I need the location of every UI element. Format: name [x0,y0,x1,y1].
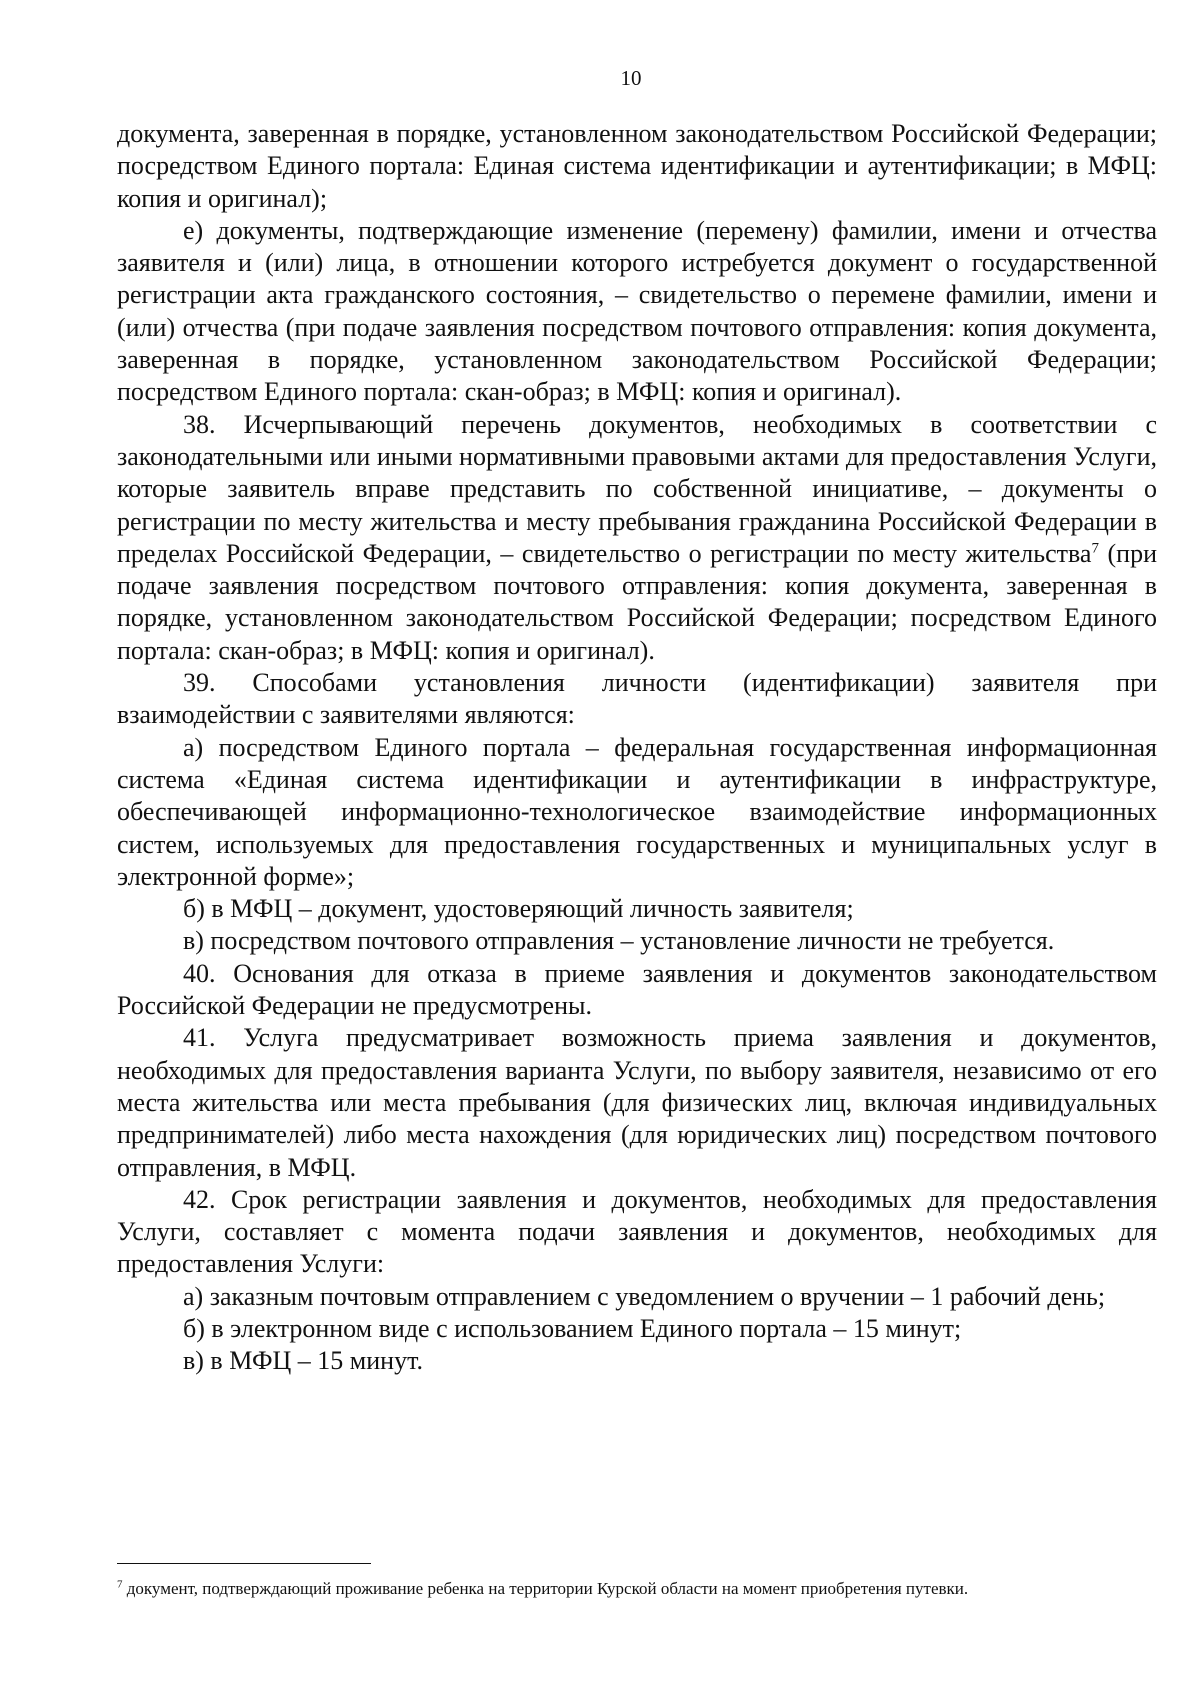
paragraph-39-item-a: а) посредством Единого портала – федеральная государственная информационная система «Единая система идентификации и аутентификации в инфраструктуре, обеспечивающей информационно-технологическое взаимодействие информационных систем, используемых для предоставления государственных и муниципальных услуг в электронной форме»; [117,732,1157,891]
footnote-text: документ, подтверждающий проживание ребенка на территории Курской области на момент приобретения путевки. [122,1579,969,1598]
paragraph-38 [117,409,1157,667]
paragraph-42-item-b: б) в электронном виде с использованием Единого портала – 15 минут; [183,1313,962,1343]
page-number: 10 [620,66,642,90]
paragraph-41: 41. Услуга предусматривает возможность приема заявления и документов, необходимых для предоставления варианта Услуги, по выбору заявителя, независимо от его места жительства или места пребывания (для физических лиц, включая индивидуальных предпринимателей) либо места нахождения (для юридических лиц) посредством почтового отправления, в МФЦ. [117,1023,1157,1182]
footnote-mark: 7 [117,1578,123,1591]
paragraph-42: 42. Срок регистрации заявления и документов, необходимых для предоставления Услуги, составляет с момента подачи заявления и документов, необходимых для предоставления Услуги: [117,1184,1157,1279]
paragraph-42-item-v: в) в МФЦ – 15 минут. [183,1346,423,1376]
paragraph-42-item-a: а) заказным почтовым отправлением с уведомлением о вручении – 1 рабочий день; [183,1281,1106,1311]
paragraph-39-item-v: в) посредством почтового отправления – установление личности не требуется. [183,926,1055,956]
footnote-reference: 7 [1091,540,1099,557]
paragraph-39: 39. Способами установления личности (идентификации) заявителя при взаимодействии с заявителями являются: [117,668,1157,730]
paragraph-38-text-continued: (при подаче заявления посредством почтового отправления: копия документа, заверенная в порядке, установленном законодательством Российской Федерации; посредством Единого портала: скан-образ; в МФЦ: копия и оригинал). [117,538,1157,665]
footnote [117,1578,1157,1600]
footnote-separator [117,1563,371,1564]
paragraph-40: 40. Основания для отказа в приеме заявления и документов законодательством Российской Федерации не предусмотрены. [117,958,1157,1021]
paragraph-item-e: е) документы, подтверждающие изменение (перемену) фамилии, имени и отчества заявителя и (или) лица, в отношении которого истребуется документ о государственной регистрации акта гражданского состояния, – свидетельство о перемене фамилии, имени и (или) отчества (при подаче заявления посредством почтового отправления: копия документа, заверенная в порядке, установленном законодательством Российской Федерации; посредством Единого портала: скан-образ; в МФЦ: копия и оригинал). [117,215,1157,407]
document-body [117,118,1157,1378]
paragraph-continuation: документа, заверенная в порядке, установленном законодательством Российской Федерации; посредством Единого портала: Единая система идентификации и аутентификации; в МФЦ: копия и оригинал); [117,119,1157,213]
paragraph-39-item-b: б) в МФЦ – документ, удостоверяющий личность заявителя; [183,894,854,924]
paragraph-38-text: 38. Исчерпывающий перечень документов, необходимых в соответствии с законодательными или иными нормативными правовыми актами для предоставления Услуги, которые заявитель вправе представить по собственной инициативе, – документы о регистрации по месту жительства и месту пребывания гражданина Российской Федерации в пределах Российской Федерации, – свидетельство о регистрации по месту жительства [117,409,1157,568]
